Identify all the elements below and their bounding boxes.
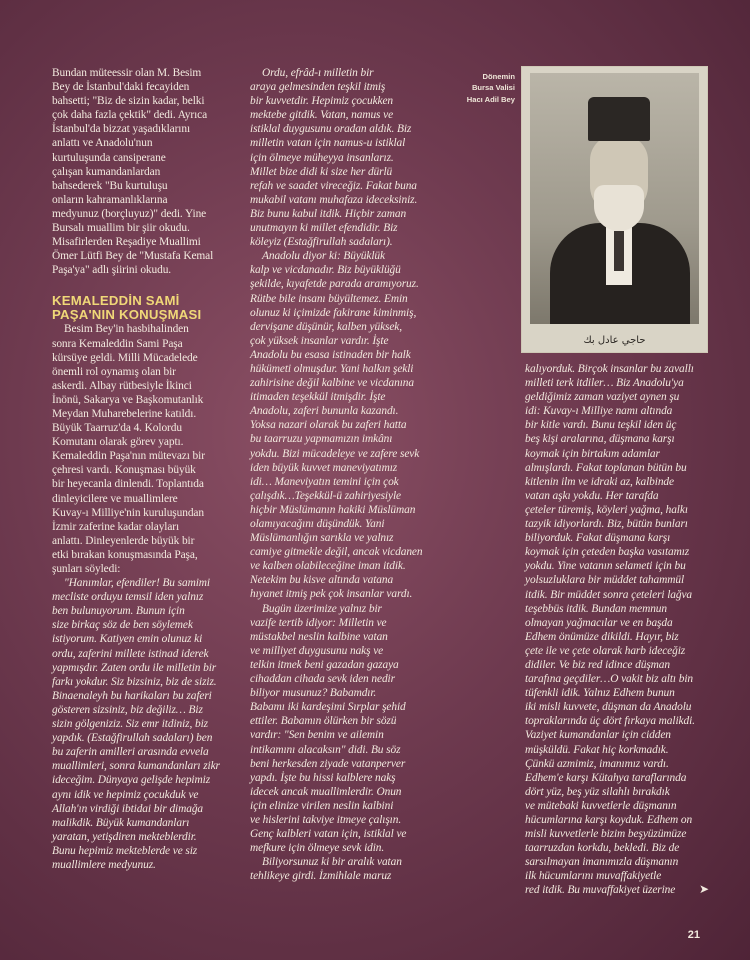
text-line: bahsetti; "Biz de sizin kadar, belki xyxy=(52,95,205,108)
text-line: askerdi. Albay rütbesiyle İkinci xyxy=(52,379,192,392)
text-line: yaratan, yetişdiren mekteblerdir. xyxy=(52,830,197,843)
text-line: Bursalı muallim bir şiir okudu. xyxy=(52,222,190,235)
text-line: muallimlere medyunuz. xyxy=(52,858,156,871)
text-line: dört yüz, beş yüz silahlı bırakdık xyxy=(525,785,670,798)
text-line: çok yüksek insanlar vardır. İşte xyxy=(250,334,389,347)
text-line: vazife tertib idiyor: Milletin ve xyxy=(250,616,387,629)
text-line: Misafirlerden Reşadiye Muallimi xyxy=(52,236,201,249)
text-line: anlattı. Dinleyenlerde büyük bir xyxy=(52,534,195,547)
text-line: ordu, zaferini millete istinad iderek xyxy=(52,647,209,660)
speech-quote xyxy=(52,576,248,872)
text-line: yokdu. Bizi mücadeleye ve zafere sevk xyxy=(250,447,420,460)
text-line: ve hislerini takviye itmeye çalışın. xyxy=(250,813,402,826)
text-line: yapdık. (Estağfirullah sadaları) ben xyxy=(52,732,213,745)
text-line: iden büyük kuvvet maneviyatımız xyxy=(250,461,398,474)
text-line: intikamını alacaksın" didi. Bu söz xyxy=(250,743,401,756)
text-line: tehlikeye girdi. İzmihlale maruz xyxy=(250,870,392,883)
caption-line: Bursa Valisi xyxy=(471,83,515,93)
text-line: geldiğimiz zaman vaziyet aynen şu xyxy=(525,391,680,404)
text-line: ettiler. Babamın ölürken bir sözü xyxy=(250,715,397,728)
text-line: mecliste orduyu temsil iden yalnız xyxy=(52,591,204,604)
text-line: Biz bunu kabul itdik. Hiçbir zaman xyxy=(250,207,407,220)
text-line: yokdu. Yine vatanın selameti için bu xyxy=(525,560,686,573)
text-line: Edhem önümüze dikildi. Hayır, biz xyxy=(525,630,679,643)
text-line: bir kuvvetdir. Hepimiz çocukken xyxy=(250,95,394,108)
text-line: refah ve saadet vireceğiz. Fakat buna xyxy=(250,179,417,192)
text-line: Biliyorsunuz ki bir aralık vatan xyxy=(262,856,402,869)
text-line: telkin itmek beni gazadan gazaya xyxy=(250,658,399,671)
text-line: mektebe gitdik. Vatan, namus ve xyxy=(250,109,394,122)
text-line: ve mütebaki kuvvetlerle düşmanın xyxy=(525,799,677,812)
text-line: şunları söyledi: xyxy=(52,563,121,575)
text-line: için elinize virilen neslin kalbini xyxy=(250,799,394,812)
text-line: Ordu, efrâd-ı milletin bir xyxy=(262,67,374,79)
text-line: istiklal duygusunu oradan aldık. Biz xyxy=(250,123,412,136)
text-line: itdik. Bir müddet sonra çeteleri lağva xyxy=(525,588,693,601)
text-line: aynı idik ve hepimiz çocukduk ve xyxy=(52,788,199,801)
continue-arrow-icon: ➤ xyxy=(698,882,707,897)
text-line: topraklarında üç dört fırkaya malikdi. xyxy=(525,715,695,728)
text-line: olmayan yağmacılar ve en başda xyxy=(525,616,673,629)
text-line: olamıyacağını düşündük. Yani xyxy=(250,518,385,530)
photo-caption xyxy=(455,71,515,105)
text-line: bu zaferin amilleri arasında evvela xyxy=(52,746,209,759)
text-line: biliyorduk. Fakat düşmana karşı xyxy=(525,532,671,545)
text-line: hücumlarına karşı koyduk. Edhem on xyxy=(525,814,693,826)
text-line: İstanbul'da bizzat yaşadıklarını xyxy=(52,123,191,136)
text-line: İnönü, Sakarya ve Başkomutanlık xyxy=(52,393,204,406)
text-line: dervişane düşünür, kalben yüksek, xyxy=(250,320,403,333)
text-line: "Hanımlar, efendiler! Bu samimi xyxy=(64,577,210,590)
intro-paragraph xyxy=(52,66,248,277)
text-line: beş kişi aralarına, düşmana karşı xyxy=(525,433,675,446)
text-line: Ömer Lütfi Bey de "Mustafa Kemal xyxy=(52,250,214,263)
text-line: Vaziyet kumandanlar için cidden xyxy=(525,729,671,742)
text-line: köleyiz (Estağfirullah sadaları). xyxy=(250,236,393,249)
text-line: idi: Kuvay-ı Milliye namı altında xyxy=(525,405,673,418)
text-line: çehresi vardı. Konuşması büyük xyxy=(52,464,196,477)
text-line: Kuvay-ı Milliye'nin kuruluşundan xyxy=(52,506,204,519)
text-line: Bugün üzerimize yalnız bir xyxy=(262,602,382,615)
text-line: önemli rol oynamış olan bir xyxy=(52,365,176,378)
text-line: koymak için birtakım adamlar xyxy=(525,447,660,460)
portrait-photo xyxy=(521,66,708,353)
text-line: Besim Bey'in hasbihalinden xyxy=(64,323,189,336)
text-line: hükümeti olmuşdur. Yani halkın şekli xyxy=(250,362,414,375)
text-line: Netekim bu kisve altında vatana xyxy=(250,574,394,587)
text-line: ideceğim. Dünyaya gelişde hepimiz xyxy=(52,774,211,787)
text-line: mukabil vatanı muhafaza ideceksiniz. xyxy=(250,193,418,206)
column-2 xyxy=(250,66,458,883)
caption-line: Dönemin xyxy=(482,72,515,81)
text-line: almışlardı. Fakat toplanan bütün bu xyxy=(525,461,687,474)
text-line: itimaden teşekkül itmişdir. İşte xyxy=(250,391,386,404)
text-line: yapmışdır. Zaten ordu ile milletin bir xyxy=(52,661,217,674)
text-line: şekilde, kıyafetde parada aramıyoruz. xyxy=(250,278,419,291)
text-line: Yoksa nazari olarak bu zaferi hatta xyxy=(250,419,407,432)
portrait-image xyxy=(530,73,699,324)
text-line: medyunuz (borçluyuz)" dedi. Yine xyxy=(52,207,207,220)
text-line: Genç kalbleri vatan için, istiklal ve xyxy=(250,828,407,841)
text-line: etki bırakan konuşmasında Paşa, xyxy=(52,548,198,561)
column-3 xyxy=(525,362,705,898)
text-line: farkı yokdur. Siz bizsiniz, biz de siziz. xyxy=(52,675,217,688)
text-line: idi… Maneviyatın temini için çok xyxy=(250,475,399,488)
text-line: misli kuvvetlerle bizim beşyüzümüze xyxy=(525,828,687,841)
text-line: tarafına geçdiler…O vakit biz altı bin xyxy=(525,673,693,686)
text-line: camiye gitmekle değil, ancak vicdanen xyxy=(250,546,423,559)
text-line: araya gelmesinden teşkil itmiş xyxy=(250,81,386,94)
text-line: yolsuzluklara bir müddet tahammül xyxy=(525,574,685,587)
text-line: İzmir zaferine kadar olayları xyxy=(52,520,180,533)
text-line: hıyanet itmiş pek çok insanlar vardı. xyxy=(250,588,413,601)
text-line: iki misli kuvvete, düşman da Anadolu xyxy=(525,701,692,714)
text-line: milletin vatan için namus-u istiklal xyxy=(250,137,406,150)
text-line: Bey de İstanbul'daki fecayiden xyxy=(52,81,190,94)
text-line: yapdı. İşte bu hissi kalblere nakş xyxy=(250,771,396,784)
text-line: muallimleri, sonra kumandanları zikr xyxy=(52,760,220,773)
text-line: çeteler türemiş, köyleri yağma, halkı xyxy=(525,503,688,516)
text-line: müşküldü. Fakat hiç korkmadık. xyxy=(525,743,669,756)
text-line: ve kalben olabileceğine iman itdik. xyxy=(250,560,406,573)
text-line: Binaenaleyh bu harikaları bu zaferi xyxy=(52,689,212,702)
text-line: mefkure için ölmeye sevk idin. xyxy=(250,842,385,855)
text-line: milleti terk itdiler… Biz Anadolu'ya xyxy=(525,377,684,390)
text-line: idecek ancak muallimlerdir. Onun xyxy=(250,785,402,798)
text-line: için ölmeye müheyya insanlarız. xyxy=(250,151,394,164)
text-line: Bunu hepimiz mekteblerde ve siz xyxy=(52,844,198,857)
text-line: malikdik. Büyük kumandanları xyxy=(52,816,190,829)
text-line: tazyik idiyorlardı. Biz, bütün bunları xyxy=(525,518,688,531)
section-heading xyxy=(52,294,248,322)
text-line: zahirisine değil kalbine ve vicdanına xyxy=(250,377,414,390)
text-line: teşebbüs itdik. Bundan memnun xyxy=(525,602,667,615)
text-line: onların kahramanlıklarına xyxy=(52,193,168,206)
text-line: kalıyorduk. Birçok insanlar bu zavallı xyxy=(525,363,694,375)
text-line: hiçbir Müslümanın hakiki Müslüman xyxy=(250,503,416,516)
text-line: Çünkü azmimiz, imanımız vardı. xyxy=(525,757,669,770)
heading-line: KEMALEDDİN SAMİ xyxy=(52,293,180,309)
text-line: çalışan kumandanlardan xyxy=(52,165,161,178)
text-line: Paşa'ya" adlı şiirini okudu. xyxy=(52,264,172,277)
text-line: Anadolu bu esasa istinaden bir halk xyxy=(250,348,411,361)
text-line: taarruzdan korkdu, bekledi. Biz de xyxy=(525,842,680,855)
text-line: dinleyicilere ve muallimlere xyxy=(52,492,178,505)
text-line: bir kitle vardı. Bunu teşkil iden üç xyxy=(525,419,677,432)
text-line: Edhem'e karşı Kütahya taraflarında xyxy=(525,771,687,784)
caption-line: Hacı Adil Bey xyxy=(466,94,515,104)
heading-line: PAŞA'NIN KONUŞMASI xyxy=(52,307,202,323)
portrait-signature: حاجي عادل بك xyxy=(583,335,646,346)
text-line: tüfenkli idik. Yalnız Edhem bunun xyxy=(525,687,675,700)
text-line: Bundan müteessir olan M. Besim xyxy=(52,67,202,79)
text-line: çete ile ve çete olarak harb ideceğiz xyxy=(525,644,686,657)
text-line: Anadolu, zaferi bununla kazandı. xyxy=(250,405,399,418)
text-line: müstakbel neslin kalbine vatan xyxy=(250,630,388,643)
text-line: Kemaleddin Paşa'nın mütevazı bir xyxy=(52,450,205,463)
text-line: Meydan Muharebelerine katıldı. xyxy=(52,407,197,420)
text-line: size birkaç söz de ben söylemek xyxy=(52,619,193,632)
text-line: sizin gölgeniziz. Siz emr itdiniz, biz xyxy=(52,718,209,731)
text-line: sonra Kemaleddin Sami Paşa xyxy=(52,337,183,350)
text-line: Millet bize didi ki size her dürlü xyxy=(250,165,393,178)
text-line: beni herkesden ziyade vatanperver xyxy=(250,757,406,770)
text-line: Müslümanlığın sarıkla ve yalnız xyxy=(250,532,394,545)
text-line: Rütbe bile insanı büyültemez. Emin xyxy=(250,292,408,305)
text-line: olunuz ki içimizde fakirane kiminmiş, xyxy=(250,306,417,319)
text-line: red itdik. Bu muvaffakiyet üzerine xyxy=(525,884,676,897)
text-line: gösteren sizsiniz, biz değiliz… Biz xyxy=(52,703,203,716)
text-line: vatan aşkı yokdu. Her tarafda xyxy=(525,489,659,502)
text-line: kalp ve vicdanadır. Biz büyüklüğü xyxy=(250,264,401,277)
text-line: istiyorum. Katiyen emin olunuz ki xyxy=(52,633,203,646)
text-line: bu taarruzu yapmamızın imkânı xyxy=(250,433,393,446)
text-line: biliyor musunuz? Babamdır. xyxy=(250,687,377,700)
text-line: Allah'ın virdiği ibtidai bir dimağa xyxy=(52,802,204,815)
text-line: bir heyecanla dinlendi. Toplantıda xyxy=(52,478,204,491)
text-line: ilk hücumlarını muvaffakiyetle xyxy=(525,870,662,883)
text-line: Anadolu diyor ki: Büyüklük xyxy=(262,250,385,263)
text-line: ve milliyet duygusunu nakş ve xyxy=(250,644,384,657)
text-line: koymak için çeteden başka vasıtamız xyxy=(525,546,690,559)
text-line: sarsılmayan imanımızla düşmanın xyxy=(525,856,679,869)
text-line: unutmayın ki millet efendidir. Biz xyxy=(250,222,398,235)
text-line: çalışdık…Teşekkül-ü zahiriyesiyle xyxy=(250,489,401,502)
text-line: Komutanı olarak görev yaptı. xyxy=(52,436,184,449)
text-line: Büyük Taarruz'da 4. Kolordu xyxy=(52,422,182,435)
page-number: 21 xyxy=(687,929,700,941)
text-line: ben bulunuyorum. Bunun için xyxy=(52,605,185,618)
text-line: anlattı ve Anadolu'nun xyxy=(52,137,153,150)
text-line: kurtuluşunda cansiperane xyxy=(52,151,166,164)
column-1 xyxy=(52,66,248,872)
text-line: didiler. Ve biz red idince düşman xyxy=(525,658,670,671)
speech-intro-paragraph xyxy=(52,322,248,576)
text-line: bahsederek "Bu kurtuluşu xyxy=(52,179,168,192)
text-line: kitlenin ilm ve idraki az, kalbinde xyxy=(525,475,674,488)
text-line: kürsüye geldi. Milli Mücadelede xyxy=(52,351,198,364)
text-line: cihaddan cihada sevk iden nedir xyxy=(250,673,395,686)
text-line: çok daha fazla çektik" dedi. Ayrıca xyxy=(52,109,208,122)
text-line: Babamı iki kardeşimi Sırplar şehid xyxy=(250,701,406,714)
text-line: vardır: "Sen benim ve ailemin xyxy=(250,729,384,742)
